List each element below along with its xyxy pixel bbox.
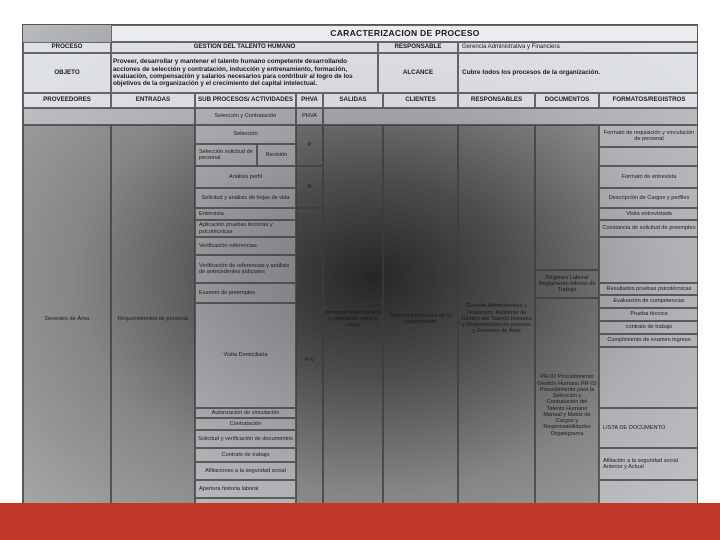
activity-examen: Examen de preempleo [195,283,296,303]
activity-solicitud-hojas: Solicitud y análisis de hojas de vida [195,188,296,208]
activity-contrato: Contrato de trabajo [195,448,296,462]
activity-revision: Revisión [257,144,296,166]
formato-examen-ingreso: Cumplimiento de examen ingreso [599,334,698,347]
activity-seleccion: Selección [195,125,296,144]
formato-evaluacion: Evaluación de competencias [599,295,698,308]
proveedores-cell: Gerentes de Área [23,125,111,512]
subheader-phva: PHVA [296,108,323,125]
formato-constancia: Constancia de solicitud de preempleo [599,220,698,237]
formato-resultados-pruebas: Resultados pruebas psicotécnicas [599,283,698,295]
activity-solicitud-doc: Solicitud y verificación de documentos [195,430,296,448]
alcance-value: Cubre todos los procesos de la organización. [458,53,698,93]
alcance-label: ALCANCE [378,53,458,93]
col-proveedores: PROVEEDORES [23,93,111,108]
proceso-value: GESTION DEL TALENTO HUMANO [111,42,378,53]
col-salidas: SALIDAS [323,93,383,108]
formato-afiliacion: Afiliación a la seguridad social Anterior y Actual [599,448,698,480]
activity-verificacion-ant: Verificación de referencias y análisis de antecedentes judiciales [195,255,296,283]
activity-solicitud: Selección solicitud de personal [195,144,257,166]
activity-verificacion-ref: Verificación referencias [195,237,296,255]
formato-blank-1 [599,147,698,166]
table-title: CARACTERIZACION DE PROCESO [111,25,698,42]
formato-blank-2 [599,237,698,283]
documentos-procedimientos: PR-02 Procedimiento Gestión Humano PR-03 Procedimiento para la Selección y Contratación del Talento Humano Manual y Matriz de Cargos y Responsabilidades Organigrama [535,298,599,512]
activity-contratacion: Contratación [195,418,296,430]
formato-entrevista: Formato de entrevista [599,166,698,188]
activity-analisis: Análisis perfil [195,166,296,188]
responsable-label: RESPONSABLE [378,42,458,53]
formato-requisicion: Formato de requisición y vinculación de personal [599,125,698,147]
activity-afiliaciones: Afiliaciones a la seguridad social [195,462,296,480]
col-clientes: CLIENTES [383,93,458,108]
responsables-cell: Gerente Administrativo y Financiero. Asistente de Gestión del Talento Humano y Responsables de proceso y Gerentes de Área [458,125,535,512]
objeto-value: Proveer, desarrollar y mantener el talento humano competente desarrollando acciones de selección y contratación, inducción y entrenamiento, formación, evaluación, compensación y salarios necesarios para contribuir al logro de los objetivos de la organización y el crecimiento del capital intelectual. [111,53,378,93]
activity-entrevista: Entrevista [195,208,296,220]
formato-contrato: contrato de trabajo [599,321,698,334]
clientes-cell: Todos los procesos de la organización [383,125,458,512]
formato-prueba-tecnica: Prueba técnica [599,308,698,321]
activity-pruebas: Aplicación pruebas técnicas y psicotécnicas [195,220,296,237]
col-subprocesos: SUB PROCESOS/ ACTIVIDADES [195,93,296,108]
objeto-label: OBJETO [23,53,111,93]
documentos-reglamento: Régimen Laboral Reglamento Interno de Trabajo [535,270,599,298]
formato-lista-documento: LISTA DE DOCUMENTO [599,408,698,448]
formato-visita-entrevistada: Visita entrevistada [599,208,698,220]
activity-apertura: Apertura historia laboral [195,480,296,498]
activity-autorizacion: Autorización de vinculación [195,408,296,418]
phva-h: H [296,166,323,208]
documentos-blank [535,125,599,270]
phva-p: P [296,125,323,166]
salidas-cell: personal seleccionado y contratado para el cargo [323,125,383,512]
col-responsables: RESPONSABLES [458,93,535,108]
formato-blank-3 [599,347,698,408]
footer-accent-bar [0,503,720,540]
proceso-label: PROCESO [23,42,111,53]
formato-descripcion-cargos: Descripción de Cargos y perfiles [599,188,698,208]
col-phva: PHVA [296,93,323,108]
entradas-cell: Requerimientos de personal [111,125,195,512]
phva-hv: H-V [296,208,323,512]
col-entradas: ENTRADAS [111,93,195,108]
col-formatos: FORMATOS/REGISTROS [599,93,698,108]
subheader-blank-right [323,108,698,125]
activity-visita: Visita Domiciliaria [195,303,296,408]
col-documentos: DOCUMENTOS [535,93,599,108]
subheader-blank-left [23,108,195,125]
responsable-value: Gerencia Administrativa y Financiera [458,42,698,53]
subheader-subproceso: Selección y Contratación [195,108,296,125]
process-characterization-table [22,24,698,512]
